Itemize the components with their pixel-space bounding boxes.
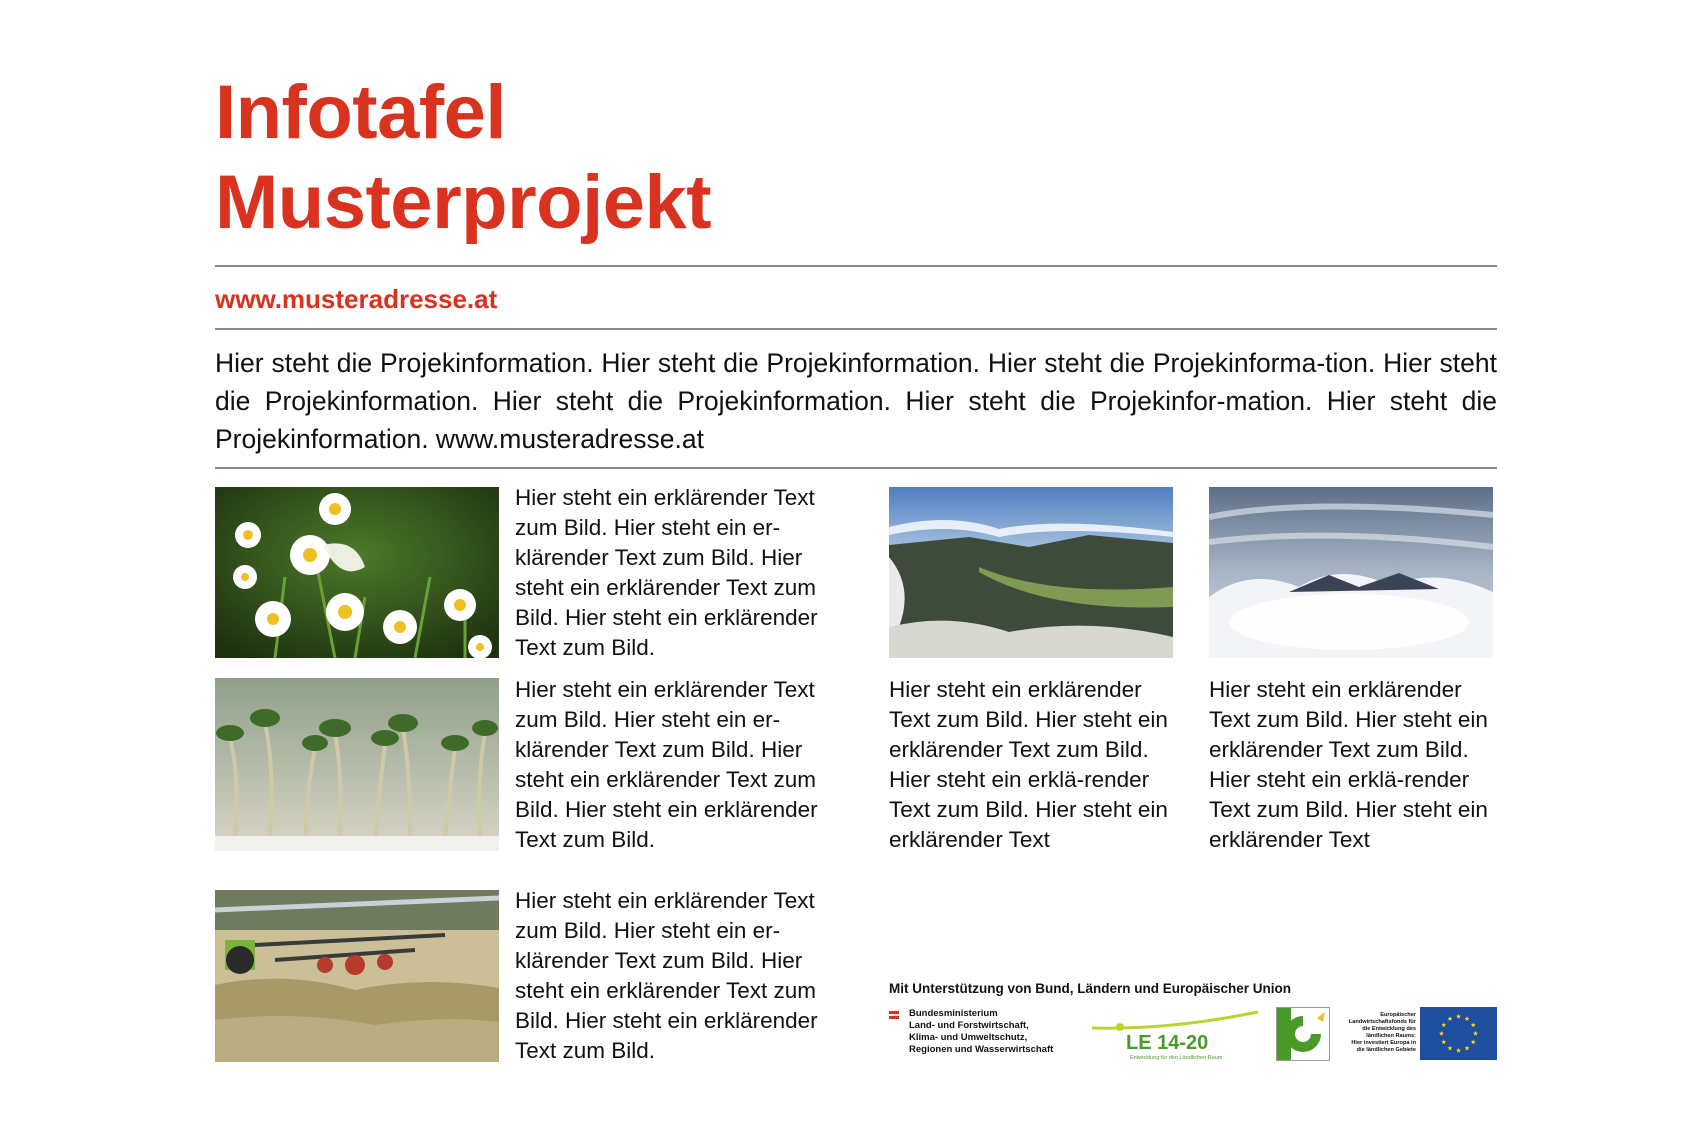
divider-bottom [215, 467, 1497, 469]
eu-fund-text: Europäischer Landwirtschaftsfonds für die Entwicklung des ländlichen Raums: Hier investiert Europa in die ländlichen Gebiete [1348, 1012, 1416, 1053]
eu-star-icon [1473, 1031, 1478, 1036]
ministry-line-3: Klima- und Umweltschutz, [909, 1032, 1028, 1043]
eu-star-icon [1441, 1039, 1446, 1044]
leader-logo [1276, 1007, 1330, 1061]
eu-star-icon [1441, 1022, 1446, 1027]
caption-5: Hier steht ein erklärender Text zum Bild. Hier steht ein er-klärender Text zum Bild. Hier steht ein erklärender Text zum Bild. Hier steht ein erklärender Text zum Bild. [515, 888, 818, 1063]
eu-flag-logo [1420, 1007, 1497, 1060]
eu-star-icon [1456, 1014, 1461, 1019]
le-14-20-logo [1090, 1010, 1260, 1066]
ministry-flag-icon [889, 1011, 899, 1014]
divider-top [215, 265, 1497, 267]
photo-clouds [1209, 487, 1493, 658]
eu-star-icon [1439, 1031, 1444, 1036]
eu-star-icon [1471, 1039, 1476, 1044]
eu-stars-icon [1420, 1007, 1497, 1060]
caption-2: Hier steht ein erklärender Text zum Bild. Hier steht ein er-klärender Text zum Bild. Hier steht ein erklärender Text zum Bild. Hier steht ein erklärender Text zum Bild. [515, 677, 818, 852]
ministry-line-1: Bundesministerium [909, 1008, 998, 1019]
eu-star-icon [1465, 1046, 1470, 1051]
photo-daisies [215, 487, 499, 658]
le-logo-text: LE 14-20 [1126, 1032, 1209, 1054]
eu-star-icon [1448, 1046, 1453, 1051]
ministry-line-2: Land- und Forstwirtschaft, [909, 1020, 1029, 1031]
project-url[interactable]: www.musteradresse.at [215, 284, 498, 314]
ministry-line-4: Regionen und Wasserwirtschaft [909, 1044, 1054, 1055]
sponsor-label: Mit Unterstützung von Bund, Ländern und Europäischer Union [889, 981, 1291, 996]
caption-1: Hier steht ein erklärender Text zum Bild. Hier steht ein er-klärender Text zum Bild. Hier steht ein erklärender Text zum Bild. Hier steht ein erklärender Text zum Bild. [515, 485, 818, 660]
photo-hay-machine [215, 890, 499, 1062]
title-line-2: Musterprojekt [215, 160, 712, 245]
title-line-1: Infotafel [215, 70, 507, 155]
photo-seedlings [215, 678, 499, 851]
leader-swirl-icon [1277, 1008, 1329, 1060]
eu-star-icon [1471, 1022, 1476, 1027]
eu-star-icon [1465, 1016, 1470, 1021]
le-logo-subtitle: Entwicklung für den Ländlichen Raum [1130, 1055, 1223, 1061]
caption-3: Hier steht ein erklärender Text zum Bild. Hier steht ein erklärender Text zum Bild. Hier steht ein erklä-render Text zum Bild. Hier steht ein erklärender Text [889, 677, 1168, 852]
project-info-text: Hier steht die Projekinformation. Hier steht die Projekinformation. Hier steht die Projekinforma-tion. Hier steht die Projekinformation. Hier steht die Projekinformation. Hier steht die Projekinfor-mation. Hier steht die Projekinformation. www.musteradresse.at [215, 348, 1497, 454]
le-swoosh-icon [1090, 1010, 1260, 1032]
eu-star-icon [1448, 1016, 1453, 1021]
caption-4: Hier steht ein erklärender Text zum Bild. Hier steht ein erklärender Text zum Bild. Hier steht ein erklä-render Text zum Bild. Hier steht ein erklärender Text [1209, 677, 1488, 852]
eu-star-icon [1456, 1048, 1461, 1053]
page-title [215, 68, 711, 248]
ministry-logo [889, 1008, 1089, 1068]
photo-mountain-valley [889, 487, 1173, 658]
divider-middle [215, 328, 1497, 330]
